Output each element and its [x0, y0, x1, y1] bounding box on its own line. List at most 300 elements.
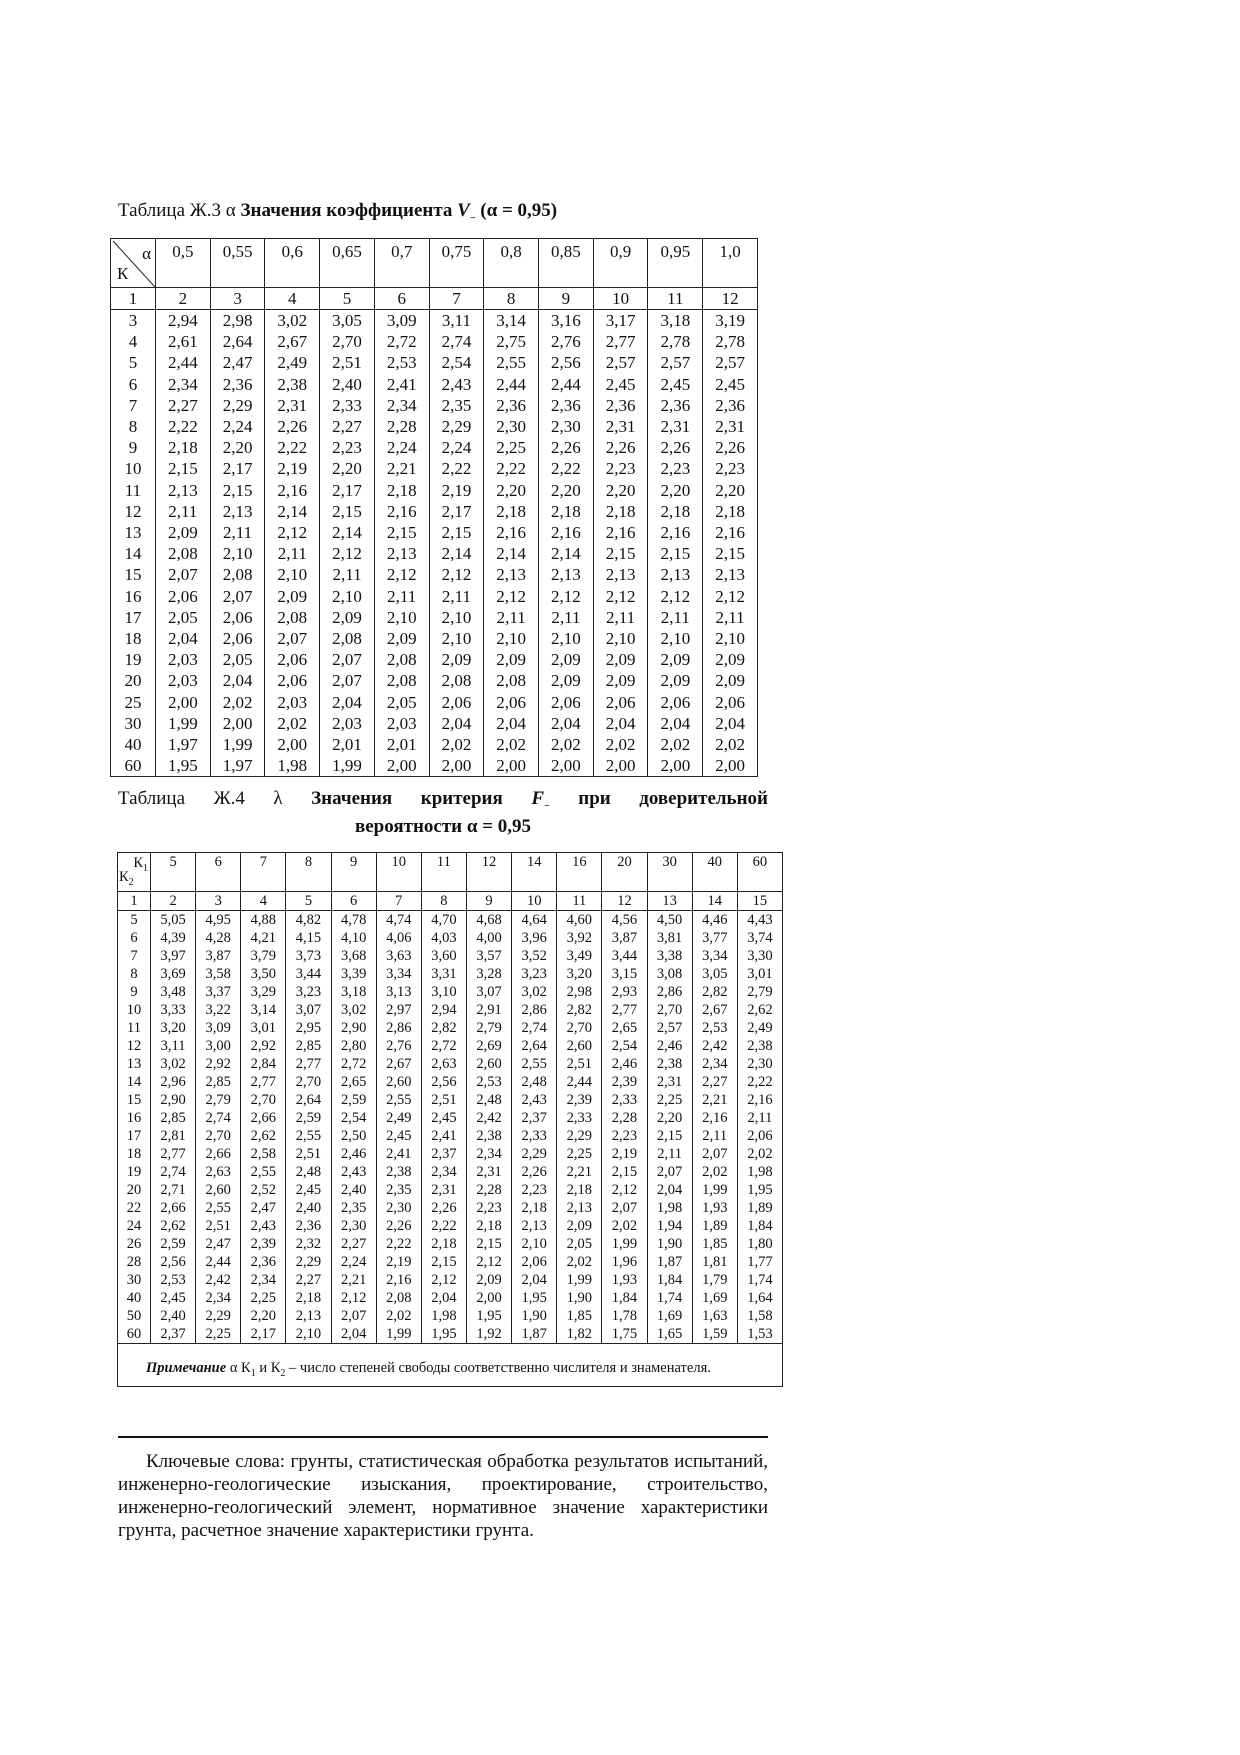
- table4-cell: 2,15: [421, 1253, 466, 1271]
- table3-cell: 2,22: [265, 437, 320, 458]
- table4-cell: 1,85: [692, 1235, 737, 1253]
- table3-row: [111, 331, 758, 352]
- table3-cell: 2,03: [374, 713, 429, 734]
- table3-cell: 2,00: [265, 734, 320, 755]
- table4-cell: 2,30: [331, 1217, 376, 1235]
- table4-cell: 1,74: [737, 1271, 782, 1289]
- table4-cell: 4,74: [376, 911, 421, 930]
- table4-cell: 1,69: [647, 1307, 692, 1325]
- table3-cell: 2,08: [320, 628, 375, 649]
- table3-cell: 2,06: [156, 586, 211, 607]
- table4-cell: 2,86: [647, 983, 692, 1001]
- table4-caption-word: доверительной: [639, 788, 768, 809]
- table3-k-value: 13: [111, 522, 156, 543]
- table3-cell: 2,34: [374, 395, 429, 416]
- table4-cell: 2,22: [737, 1073, 782, 1091]
- table4-cell: 2,35: [376, 1181, 421, 1199]
- table4-cell: 1,89: [692, 1217, 737, 1235]
- table3-cell: 2,06: [210, 607, 265, 628]
- table4-cell: 4,39: [151, 929, 196, 947]
- table3-cell: 2,03: [265, 692, 320, 713]
- table4-cell: 2,47: [196, 1235, 241, 1253]
- table4-cell: 4,03: [421, 929, 466, 947]
- table3-cell: 2,19: [429, 480, 484, 501]
- table4-cell: 2,04: [331, 1325, 376, 1344]
- table4-cell: 2,00: [466, 1289, 511, 1307]
- table4-cell: 2,07: [692, 1145, 737, 1163]
- table4-cell: 4,15: [286, 929, 331, 947]
- table4-row: [118, 1181, 783, 1199]
- table4-cell: 2,20: [647, 1109, 692, 1127]
- table3-cell: 2,17: [320, 480, 375, 501]
- table3-header-row: [111, 239, 758, 288]
- table3-cell: 2,16: [484, 522, 539, 543]
- table4-cell: 2,16: [376, 1271, 421, 1289]
- table3-cell: 2,29: [210, 395, 265, 416]
- table3-cell: 2,55: [484, 352, 539, 373]
- table3-cell: 2,02: [429, 734, 484, 755]
- table4-cell: 1,87: [512, 1325, 557, 1344]
- table4-cell: 2,55: [196, 1199, 241, 1217]
- table3-cell: 2,24: [210, 416, 265, 437]
- table4-cell: 2,52: [241, 1181, 286, 1199]
- table3-row: [111, 352, 758, 373]
- table4-cell: 2,33: [512, 1127, 557, 1145]
- table3-cell: 2,13: [156, 480, 211, 501]
- table4-cell: 3,29: [241, 983, 286, 1001]
- table3-cell: 2,02: [539, 734, 594, 755]
- table4-column-number: 7: [376, 892, 421, 911]
- table3-cell: 2,27: [156, 395, 211, 416]
- table4-cell: 2,29: [557, 1127, 602, 1145]
- table4-cell: 2,95: [286, 1019, 331, 1037]
- table4-cell: 2,31: [466, 1163, 511, 1181]
- table3-k-value: 6: [111, 374, 156, 395]
- table3-alpha-header: 1,0: [703, 239, 758, 288]
- table4-cell: 2,29: [512, 1145, 557, 1163]
- table4-cell: 2,53: [692, 1019, 737, 1037]
- table4-k2-value: 5: [118, 911, 151, 930]
- table3-cell: 2,10: [320, 586, 375, 607]
- table3-cell: 2,34: [156, 374, 211, 395]
- table3-cell: 2,20: [703, 480, 758, 501]
- table4-cell: 2,25: [196, 1325, 241, 1344]
- table4-cell: 2,62: [737, 1001, 782, 1019]
- table4-cell: 2,02: [602, 1217, 647, 1235]
- table4-cell: 3,31: [421, 965, 466, 983]
- table4-cell: 2,18: [512, 1199, 557, 1217]
- table4-cell: 2,98: [557, 983, 602, 1001]
- table4-cell: 4,82: [286, 911, 331, 930]
- table3-cell: 2,15: [648, 543, 703, 564]
- table4-cell: 2,77: [151, 1145, 196, 1163]
- table4-k1-header: 14: [512, 853, 557, 892]
- table3-column-number: 12: [703, 288, 758, 310]
- table4-cell: 2,22: [376, 1235, 421, 1253]
- table4-column-number: 15: [737, 892, 782, 911]
- table4-cell: 5,05: [151, 911, 196, 930]
- table3-cell: 2,02: [703, 734, 758, 755]
- table3-cell: 2,00: [539, 755, 594, 777]
- table4-cell: 3,44: [602, 947, 647, 965]
- table4-cell: 2,27: [331, 1235, 376, 1253]
- table4-cell: 3,37: [196, 983, 241, 1001]
- table3-cell: 2,09: [539, 649, 594, 670]
- table3-row: [111, 480, 758, 501]
- table4-k2-value: 13: [118, 1055, 151, 1073]
- table3-cell: 2,06: [648, 692, 703, 713]
- table4-k2-value: 40: [118, 1289, 151, 1307]
- table4-cell: 3,05: [692, 965, 737, 983]
- table3-cell: 2,78: [703, 331, 758, 352]
- table4-cell: 2,51: [557, 1055, 602, 1073]
- table3-caption: Таблица Ж.3 α Значения коэффициента $V_-$ (α = 0,95): [118, 200, 558, 224]
- table3-cell: 2,08: [484, 670, 539, 691]
- table4-k1-header: 9: [331, 853, 376, 892]
- table4-cell: 2,02: [557, 1253, 602, 1271]
- table4-cell: 2,70: [196, 1127, 241, 1145]
- table3-column-number: 8: [484, 288, 539, 310]
- table3-cell: 2,13: [374, 543, 429, 564]
- table3-cell: 2,15: [374, 522, 429, 543]
- table3-cell: 2,57: [593, 352, 648, 373]
- table4-cell: 2,29: [286, 1253, 331, 1271]
- table4-column-number: 6: [331, 892, 376, 911]
- table3-cell: 2,10: [374, 607, 429, 628]
- table3-k-value: 15: [111, 564, 156, 585]
- table4-cell: 2,25: [241, 1289, 286, 1307]
- table4-cell: 3,58: [196, 965, 241, 983]
- table4-cell: 1,99: [557, 1271, 602, 1289]
- table3-column-numbers: [111, 288, 758, 310]
- table3-cell: 2,03: [320, 713, 375, 734]
- table3-cell: 2,45: [648, 374, 703, 395]
- table4-cell: 2,40: [151, 1307, 196, 1325]
- table4-cell: 3,60: [421, 947, 466, 965]
- table4-cell: 2,04: [512, 1271, 557, 1289]
- table3-cell: 2,09: [593, 670, 648, 691]
- table4-cell: 3,11: [151, 1037, 196, 1055]
- table3-alpha-header: 0,85: [539, 239, 594, 288]
- table4-cell: 2,02: [737, 1145, 782, 1163]
- table4-cell: 2,70: [241, 1091, 286, 1109]
- table4-k2-value: 28: [118, 1253, 151, 1271]
- table4-cell: 2,65: [331, 1073, 376, 1091]
- table4-column-number: 5: [286, 892, 331, 911]
- table3-cell: 3,16: [539, 310, 594, 332]
- table4-cell: 2,81: [151, 1127, 196, 1145]
- table4-cell: 4,28: [196, 929, 241, 947]
- table3-cell: 2,22: [484, 458, 539, 479]
- table3-cell: 2,47: [210, 352, 265, 373]
- table4-cell: 2,59: [286, 1109, 331, 1127]
- table3-k-value: 30: [111, 713, 156, 734]
- table3-row: [111, 755, 758, 777]
- table4-cell: 1,94: [647, 1217, 692, 1235]
- table4-cell: 2,26: [376, 1217, 421, 1235]
- table4-cell: 2,42: [466, 1109, 511, 1127]
- table4-cell: 2,22: [421, 1217, 466, 1235]
- table4-k2-value: 24: [118, 1217, 151, 1235]
- table4-cell: 2,42: [196, 1271, 241, 1289]
- table3-column-number: 10: [593, 288, 648, 310]
- table4-k2-value: 19: [118, 1163, 151, 1181]
- table3-row: [111, 649, 758, 670]
- table4-cell: 2,45: [286, 1181, 331, 1199]
- table3-cell: 2,18: [648, 501, 703, 522]
- table4-k2-value: 17: [118, 1127, 151, 1145]
- table4-cell: 2,71: [151, 1181, 196, 1199]
- table3-cell: 2,26: [648, 437, 703, 458]
- table4-cell: 2,12: [331, 1289, 376, 1307]
- table4-cell: 2,16: [737, 1091, 782, 1109]
- table3-cell: 2,10: [429, 628, 484, 649]
- table3-cell: 2,54: [429, 352, 484, 373]
- table3-cell: 2,30: [539, 416, 594, 437]
- table4-cell: 2,15: [602, 1163, 647, 1181]
- table4-cell: 2,64: [512, 1037, 557, 1055]
- table4-cell: 2,56: [421, 1073, 466, 1091]
- table4-cell: 2,70: [557, 1019, 602, 1037]
- table4-cell: 1,75: [602, 1325, 647, 1344]
- table4-cell: 2,19: [602, 1145, 647, 1163]
- table4-k1-header: 20: [602, 853, 647, 892]
- table3-column-number: 6: [374, 288, 429, 310]
- table4-cell: 2,55: [286, 1127, 331, 1145]
- table4-k2-value: 9: [118, 983, 151, 1001]
- table3-k-value: 20: [111, 670, 156, 691]
- table3-cell: 2,22: [429, 458, 484, 479]
- table3-k-value: 8: [111, 416, 156, 437]
- table4-cell: 3,87: [196, 947, 241, 965]
- table3-cell: 2,08: [210, 564, 265, 585]
- table4-cell: 2,51: [421, 1091, 466, 1109]
- table3-cell: 2,15: [703, 543, 758, 564]
- table4-cell: 1,99: [692, 1181, 737, 1199]
- table3-cell: 2,08: [374, 670, 429, 691]
- table3-cell: 2,12: [429, 564, 484, 585]
- table4-cell: 1,64: [737, 1289, 782, 1307]
- table3-cell: 2,94: [156, 310, 211, 332]
- table3-cell: 2,09: [648, 670, 703, 691]
- table4-cell: 1,53: [737, 1325, 782, 1344]
- table4-cell: 2,62: [241, 1127, 286, 1145]
- table4-column-number: 11: [557, 892, 602, 911]
- table3-cell: 2,67: [265, 331, 320, 352]
- table3-cell: 2,10: [648, 628, 703, 649]
- table4-cell: 1,93: [692, 1199, 737, 1217]
- table4-cell: 2,25: [647, 1091, 692, 1109]
- table3-cell: 2,43: [429, 374, 484, 395]
- table4-cell: 2,06: [737, 1127, 782, 1145]
- table3-cell: 2,13: [539, 564, 594, 585]
- table3-cell: 2,36: [703, 395, 758, 416]
- table3-cell: 2,61: [156, 331, 211, 352]
- table4-cell: 3,01: [241, 1019, 286, 1037]
- table4-row: [118, 947, 783, 965]
- table3-cell: 2,30: [484, 416, 539, 437]
- table4-row: [118, 1307, 783, 1325]
- table3-cell: 2,04: [429, 713, 484, 734]
- table3-cell: 2,14: [265, 501, 320, 522]
- table4-cell: 3,23: [286, 983, 331, 1001]
- table3-cell: 1,99: [156, 713, 211, 734]
- table4-cell: 4,10: [331, 929, 376, 947]
- table3-cell: 2,31: [265, 395, 320, 416]
- table3-alpha-header: 0,6: [265, 239, 320, 288]
- table3-cell: 2,12: [648, 586, 703, 607]
- table3-cell: 2,16: [648, 522, 703, 543]
- table3-cell: 2,14: [429, 543, 484, 564]
- table4-k1-header: 8: [286, 853, 331, 892]
- table4-k2-value: 18: [118, 1145, 151, 1163]
- table3-cell: 2,26: [265, 416, 320, 437]
- table4-cell: 2,42: [692, 1037, 737, 1055]
- table4-cell: 2,26: [421, 1199, 466, 1217]
- table4-cell: 2,19: [376, 1253, 421, 1271]
- table3-cell: 2,28: [374, 416, 429, 437]
- table4-cell: 2,10: [512, 1235, 557, 1253]
- table4-cell: 2,11: [647, 1145, 692, 1163]
- table4-cell: 2,82: [692, 983, 737, 1001]
- table4-cell: 3,00: [196, 1037, 241, 1055]
- table4-cell: 2,60: [466, 1055, 511, 1073]
- table3-cell: 3,02: [265, 310, 320, 332]
- table4-cell: 2,72: [421, 1037, 466, 1055]
- table4-cell: 3,33: [151, 1001, 196, 1019]
- table3-cell: 2,02: [648, 734, 703, 755]
- table4-cell: 2,50: [331, 1127, 376, 1145]
- table4-cell: 2,13: [557, 1199, 602, 1217]
- table3-cell: 2,06: [703, 692, 758, 713]
- table3-cell: 2,14: [320, 522, 375, 543]
- table3-cell: 2,11: [484, 607, 539, 628]
- table3-alpha-header: 0,95: [648, 239, 703, 288]
- table4-cell: 2,33: [557, 1109, 602, 1127]
- table3-cell: 2,11: [703, 607, 758, 628]
- table4-corner-cell: [118, 853, 151, 892]
- table4-cell: 2,37: [512, 1109, 557, 1127]
- table3-cell: 2,10: [703, 628, 758, 649]
- table4-cell: 4,68: [466, 911, 511, 930]
- table4-cell: 3,49: [557, 947, 602, 965]
- table4-column-number: 13: [647, 892, 692, 911]
- table4-cell: 1,87: [647, 1253, 692, 1271]
- table4-cell: 2,97: [376, 1001, 421, 1019]
- table3-cell: 2,41: [374, 374, 429, 395]
- table4-cell: 2,09: [557, 1217, 602, 1235]
- table4-cell: 2,43: [241, 1217, 286, 1235]
- table3-cell: 1,99: [320, 755, 375, 777]
- table3-column-number: 11: [648, 288, 703, 310]
- table4-cell: 2,53: [151, 1271, 196, 1289]
- table4-cell: 1,58: [737, 1307, 782, 1325]
- table3-alpha-header: 0,5: [156, 239, 211, 288]
- table3-cell: 2,18: [703, 501, 758, 522]
- table4-cell: 2,45: [421, 1109, 466, 1127]
- table3-cell: 2,11: [210, 522, 265, 543]
- table4-cell: 2,36: [286, 1217, 331, 1235]
- table3-cell: 2,15: [429, 522, 484, 543]
- table3-cell: 2,03: [156, 670, 211, 691]
- table4-cell: 2,45: [151, 1289, 196, 1307]
- table3-row: [111, 713, 758, 734]
- table3-cell: 2,18: [484, 501, 539, 522]
- table4-caption-word: при: [578, 788, 611, 809]
- table4-cell: 2,38: [466, 1127, 511, 1145]
- table4-cell: 2,74: [151, 1163, 196, 1181]
- table4-cell: 2,18: [286, 1289, 331, 1307]
- table4-k2-value: 22: [118, 1199, 151, 1217]
- table4-cell: 3,18: [331, 983, 376, 1001]
- table4-cell: 2,27: [692, 1073, 737, 1091]
- table4-cell: 2,74: [512, 1019, 557, 1037]
- table3-corner-cell: [111, 239, 156, 288]
- table3-cell: 2,20: [320, 458, 375, 479]
- table4-cell: 2,46: [647, 1037, 692, 1055]
- table3-k-value: 10: [111, 458, 156, 479]
- table3-cell: 2,14: [484, 543, 539, 564]
- table3-cell: 2,08: [374, 649, 429, 670]
- table4-cell: 1,93: [602, 1271, 647, 1289]
- table3-cell: 2,09: [156, 522, 211, 543]
- table3-cell: 2,57: [648, 352, 703, 373]
- table4-cell: 1,98: [647, 1199, 692, 1217]
- table3-cell: 2,00: [429, 755, 484, 777]
- table4-header-row: [118, 853, 783, 892]
- table3-cell: 2,11: [648, 607, 703, 628]
- table4-cell: 2,60: [376, 1073, 421, 1091]
- table4-k2-value: 20: [118, 1181, 151, 1199]
- table4-cell: 3,96: [512, 929, 557, 947]
- table3-cell: 2,04: [539, 713, 594, 734]
- table4-row: [118, 1055, 783, 1073]
- table3-cell: 2,56: [539, 352, 594, 373]
- table3-cell: 2,12: [320, 543, 375, 564]
- table4-k2-value: 30: [118, 1271, 151, 1289]
- table3-cell: 2,36: [593, 395, 648, 416]
- table4-cell: 2,77: [286, 1055, 331, 1073]
- table4-cell: 2,55: [241, 1163, 286, 1181]
- table4-cell: 2,04: [647, 1181, 692, 1199]
- table4-cell: 2,85: [151, 1109, 196, 1127]
- table3-cell: 2,13: [648, 564, 703, 585]
- table4-cell: 2,12: [466, 1253, 511, 1271]
- table4-cell: 2,24: [331, 1253, 376, 1271]
- corner-alpha: α: [142, 244, 151, 263]
- table4-cell: 2,67: [692, 1001, 737, 1019]
- table4-cell: 2,72: [331, 1055, 376, 1073]
- table3-cell: 2,26: [593, 437, 648, 458]
- table4-k2-value: 11: [118, 1019, 151, 1037]
- table4-caption: Таблица Ж.4 λ Значения критерия $F_-$ при доверительной вероятности α = 0,95: [118, 788, 768, 837]
- table4-cell: 1,84: [737, 1217, 782, 1235]
- table3-cell: 2,08: [265, 607, 320, 628]
- table4-cell: 2,48: [466, 1091, 511, 1109]
- table3-cell: 2,16: [374, 501, 429, 522]
- table4-cell: 3,34: [376, 965, 421, 983]
- table3-cell: 2,07: [320, 649, 375, 670]
- table4-cell: 3,07: [286, 1001, 331, 1019]
- table3-cell: 2,09: [593, 649, 648, 670]
- table3-cell: 2,27: [320, 416, 375, 437]
- table4-cell: 2,41: [421, 1127, 466, 1145]
- table4-column-number: 9: [466, 892, 511, 911]
- table4-cell: 1,90: [557, 1289, 602, 1307]
- table3-cell: 2,06: [429, 692, 484, 713]
- table4-cell: 1,90: [512, 1307, 557, 1325]
- table3-row: [111, 395, 758, 416]
